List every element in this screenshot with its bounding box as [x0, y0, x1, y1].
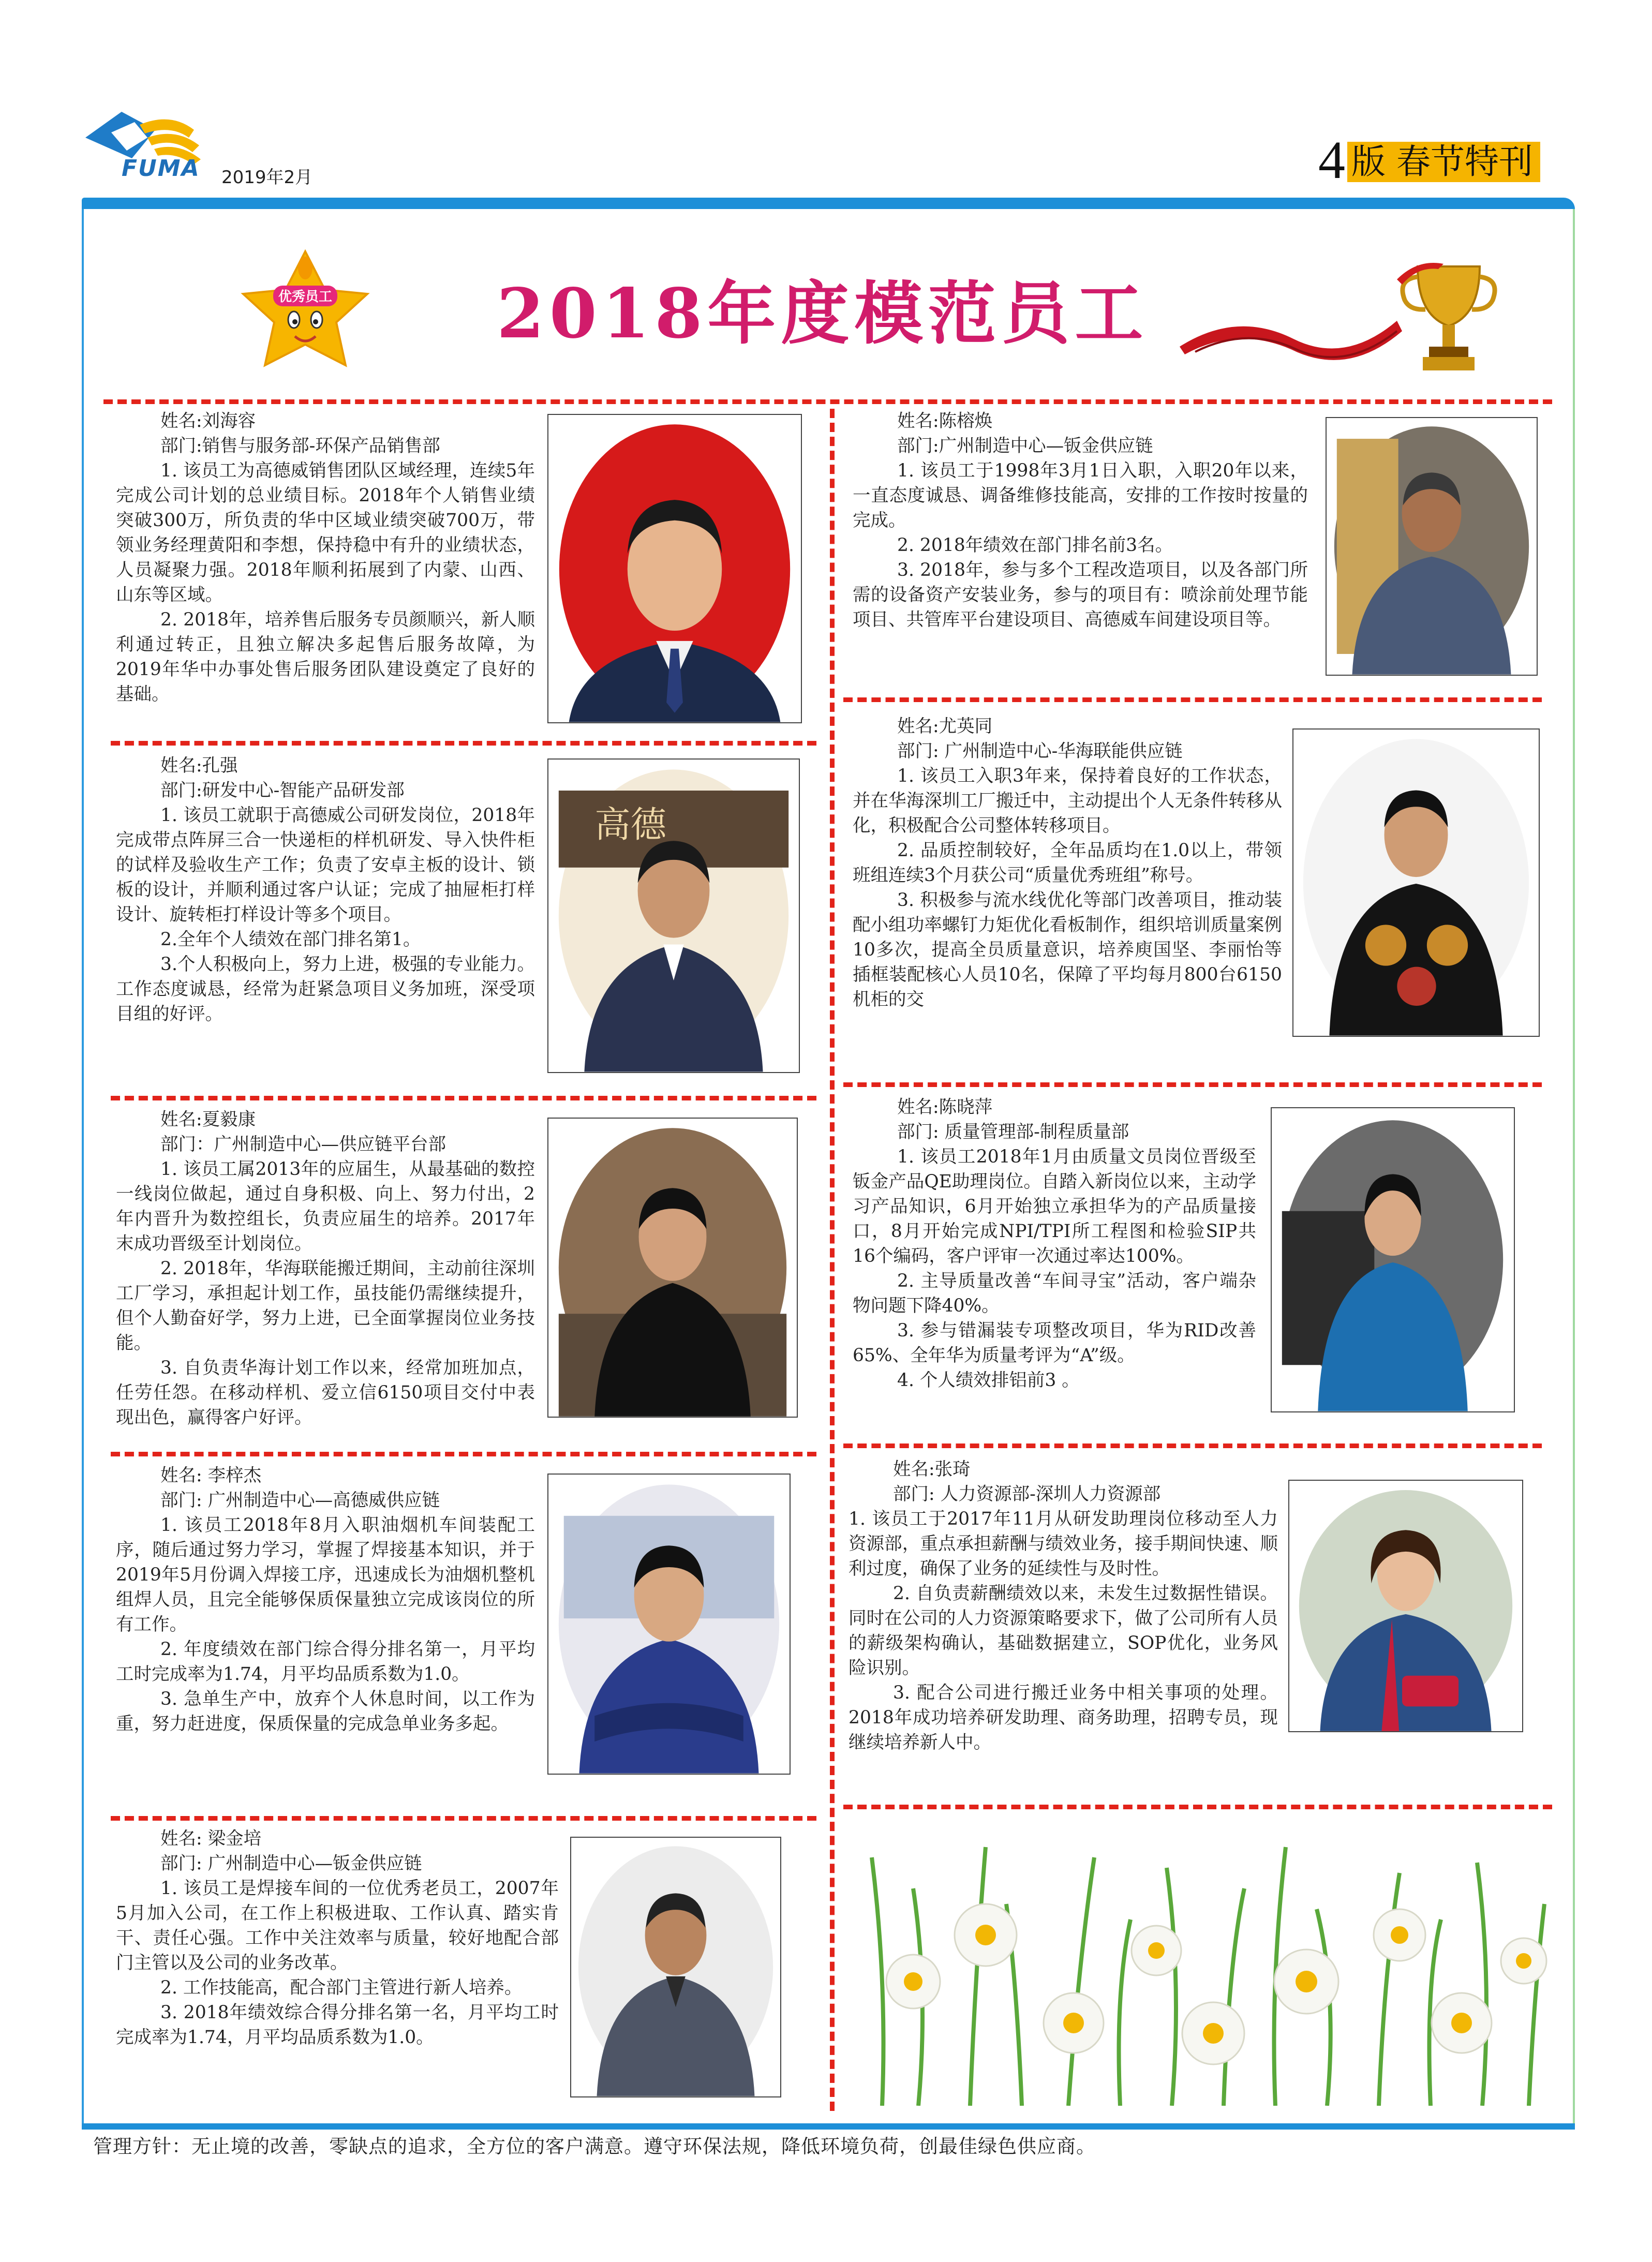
employee-entry — [116, 753, 535, 1026]
edition-number: 4 — [1318, 130, 1345, 190]
employee-para: 2. 工作技能高，配合部门主管进行新人培养。 — [160, 1977, 523, 1998]
employee-para: 3. 2018年绩效综合得分排名第一名，月平均工时完成率为1.74，月平均品质系数为1.0。 — [116, 2002, 559, 2048]
employee-name: 姓名: 梁金培 — [160, 1828, 262, 1849]
employee-dept: 部门: 质量管理部-制程质量部 — [897, 1122, 1129, 1142]
employee-para: 3. 急单生产中，放弃个人休息时间，以工作为重，努力赶进度，保质保量的完成急单业务多起。 — [116, 1689, 535, 1734]
employee-name: 姓名: 李梓杰 — [160, 1465, 262, 1486]
employee-dept: 部门: 人力资源部-深圳人力资源部 — [893, 1484, 1161, 1505]
page-title: 2018年度模范员工 — [497, 274, 1149, 354]
employee-photo — [1292, 728, 1540, 1037]
badge-text: 优秀员工 — [278, 289, 333, 305]
employee-para: 1. 该员工2018年8月入职油烟机车间装配工序，随后通过努力学习，掌握了焊接基本知识，并于2019年5月份调入焊接工序，迅速成长为油烟机整机组焊人员，且完全能够保质保量独立完成该岗位的所有工作。 — [116, 1515, 535, 1635]
employee-para: 1. 该员工于1998年3月1日入职，入职20年以来，一直态度诚恳、调备维修技能高，安排的工作按时按量的完成。 — [853, 460, 1308, 531]
employee-para: 1. 该员工于2017年11月从研发助理岗位移动至人力资源部，重点承担薪酬与绩效业务，接手期间快速、顺利过度，确保了业务的延续性与及时性。 — [849, 1509, 1278, 1579]
employee-photo — [547, 758, 800, 1073]
employee-para: 2. 2018年，培养售后服务专员颜顺兴，新人顺利通过转正，且独立解决多起售后服务故障，为2019年华中办事处售后服务团队建设奠定了良好的基础。 — [116, 609, 535, 705]
employee-para: 4. 个人绩效排铝前3 。 — [897, 1370, 1080, 1391]
employee-dept: 部门: 广州制造中心—高德威供应链 — [160, 1490, 440, 1511]
employee-para: 1. 该员工为高德威销售团队区域经理，连续5年完成公司计划的总业绩目标。2018年个人销售业绩突破300万，所负责的华中区域业绩突破700万，带领业务经理黄阳和李想，保持稳中有升的业绩状态，人员凝聚力强。2018年顺利拓展到了内蒙、山西、山东等区域。 — [116, 460, 535, 605]
employee-para: 2. 主导质量改善“车间寻宝”活动，客户端杂物问题下降40%。 — [853, 1271, 1256, 1316]
employee-dept: 部门:研发中心-智能产品研发部 — [160, 780, 405, 801]
divider-right-1 — [843, 697, 1542, 702]
employee-para: 3. 参与错漏装专项整改项目，华为RID改善65%、全年华为质量考评为“A”级。 — [853, 1320, 1256, 1366]
employee-photo — [1271, 1107, 1515, 1412]
divider-vertical — [830, 409, 835, 2111]
edition-tag — [1318, 129, 1540, 190]
header-bar — [82, 198, 1575, 209]
divider-left-1 — [111, 741, 816, 746]
divider-top — [103, 399, 1552, 404]
divider-right-2 — [843, 1082, 1542, 1087]
divider-left-4 — [111, 1816, 816, 1821]
employee-name: 姓名:刘海容 — [160, 411, 256, 431]
employee-entry — [853, 409, 1308, 632]
employee-photo — [547, 414, 802, 723]
divider-right-3 — [843, 1443, 1542, 1448]
employee-para: 1. 该员工属2013年的应届生，从最基础的数控一线岗位做起，通过自身积极、向上、努力付出，2年内晋升为数控组长，负责应届生的培养。2017年末成功晋级至计划岗位。 — [116, 1159, 535, 1254]
divider-left-3 — [111, 1452, 816, 1456]
employee-photo — [547, 1474, 791, 1775]
employee-para: 3. 积极参与流水线优化等部门改善项目，推动装配小组功率螺钉力矩优化看板制作，组织培训质量案例10多次，提高全员质量意识，培养庾国坚、李丽怡等插框装配核心人员10名，保障了平均每月800台6150机柜的交 — [853, 890, 1282, 1010]
employee-para: 2. 自负责薪酬绩效以来，未发生过数据性错误。同时在公司的人力资源策略要求下，做了公司所有人员的薪级架构确认，基础数据建立，SOP优化，业务风险识别。 — [849, 1583, 1278, 1678]
employee-name: 姓名:张琦 — [893, 1459, 971, 1480]
employee-para: 2.全年个人绩效在部门排名第1。 — [160, 929, 421, 950]
employee-dept: 部门:广州制造中心—钣金供应链 — [897, 436, 1153, 456]
employee-photo — [547, 1118, 798, 1418]
svg-text:高德: 高德 — [594, 804, 667, 846]
employee-entry — [853, 1095, 1256, 1393]
employee-name: 姓名:陈榕焕 — [897, 411, 993, 431]
employee-name: 姓名:尤英同 — [897, 716, 993, 737]
employee-para: 1. 该员工入职3年来，保持着良好的工作状态，并在华海深圳工厂搬迁中，主动提出个人无条件转移从化，积极配合公司整体转移项目。 — [853, 766, 1282, 836]
issue-date: 2019年2月 — [221, 167, 313, 188]
employee-photo — [1288, 1480, 1523, 1732]
employee-dept: 部门: 广州制造中心-华海联能供应链 — [897, 741, 1183, 762]
divider-left-2 — [111, 1096, 816, 1100]
footer-bar — [82, 2123, 1575, 2130]
employee-photo — [1326, 417, 1538, 676]
management-policy: 管理方针：无止境的改善，零缺点的追求，全方位的客户满意。遵守环保法规，降低环境负荷，创最佳绿色供应商。 — [93, 2135, 1096, 2157]
employee-para: 2. 年度绩效在部门综合得分排名第一，月平均工时完成率为1.74，月平均品质系数为1.0。 — [116, 1639, 535, 1685]
employee-para: 3. 自负责华海计划工作以来，经常加班加点，任劳任怨。在移动样机、爱立信6150项目交付中表现出色，赢得客户好评。 — [116, 1358, 535, 1428]
trophy-ribbon-icon — [1174, 248, 1506, 378]
employee-para: 3. 2018年，参与多个工程改造项目，以及各部门所需的设备资产安装业务，参与的项目有：喷涂前处理节能项目、共管库平台建设项目、高德威车间建设项目等。 — [853, 560, 1308, 630]
flowers-decoration-icon — [851, 1826, 1560, 2106]
employee-para: 2. 2018年，华海联能搬迁期间，主动前往深圳工厂学习，承担起计划工作，虽技能仍需继续提升，但个人勤奋好学，努力上进，已全面掌握岗位业务技能。 — [116, 1258, 535, 1353]
employee-name: 姓名:夏毅康 — [160, 1109, 256, 1130]
employee-dept: 部门:销售与服务部-环保产品销售部 — [160, 436, 440, 456]
star-badge-icon — [212, 247, 398, 371]
logo-text: FUMA — [122, 155, 200, 182]
employee-para: 3. 配合公司进行搬迁业务中相关事项的处理。2018年成功培养研发助理、商务助理，招聘专员，现继续培养新人中。 — [849, 1683, 1278, 1753]
divider-right-4 — [843, 1805, 1552, 1809]
employee-dept: 部门：广州制造中心—供应链平台部 — [160, 1134, 446, 1155]
employee-photo — [570, 1837, 781, 2097]
employee-para: 1. 该员工是焊接车间的一位优秀老员工，2007年5月加入公司，在工作上积极进取、工作认真、踏实肯干、责任心强。工作中关注效率与质量，较好地配合部门主管以及公司的业务改革。 — [116, 1878, 559, 1973]
employee-dept: 部门: 广州制造中心—钣金供应链 — [160, 1853, 422, 1874]
employee-entry — [116, 1826, 559, 2050]
employee-para: 1. 该员工就职于高德威公司研发岗位，2018年完成带点阵屏三合一快递柜的样机研发、导入快件柜的试样及验收生产工作；负责了安卓主板的设计、锁板的设计，并顺利通过客户认证；完成了抽屉柜打样设计、旋转柜打样设计等多个项目。 — [116, 805, 535, 925]
employee-entry — [116, 409, 535, 707]
edition-label: 版 春节特刊 — [1347, 142, 1540, 182]
employee-para: 2. 品质控制较好，全年品质均在1.0以上，带领班组连续3个月获公司“质量优秀班组”称号。 — [853, 840, 1282, 886]
employee-para: 2. 2018年绩效在部门排名前3名。 — [897, 535, 1173, 556]
employee-name: 姓名:孔强 — [160, 755, 238, 776]
employee-entry — [849, 1457, 1278, 1755]
employee-entry — [116, 1107, 535, 1430]
employee-name: 姓名:陈晓萍 — [897, 1097, 993, 1118]
employee-entry — [116, 1463, 535, 1736]
employee-para: 1. 该员工2018年1月由质量文员岗位晋级至钣金产品QE助理岗位。自踏入新岗位以来，主动学习产品知识，6月开始独立承担华为的产品质量接口，8月开始完成NPI/TPI所工程图和检验SIP共16个编码，客户评审一次通过率达100%。 — [853, 1147, 1256, 1267]
employee-para: 3.个人积极向上，努力上进，极强的专业能力。工作态度诚恳，经常为赶紧急项目义务加班，深受项目组的好评。 — [116, 954, 535, 1024]
employee-entry — [853, 714, 1282, 1012]
